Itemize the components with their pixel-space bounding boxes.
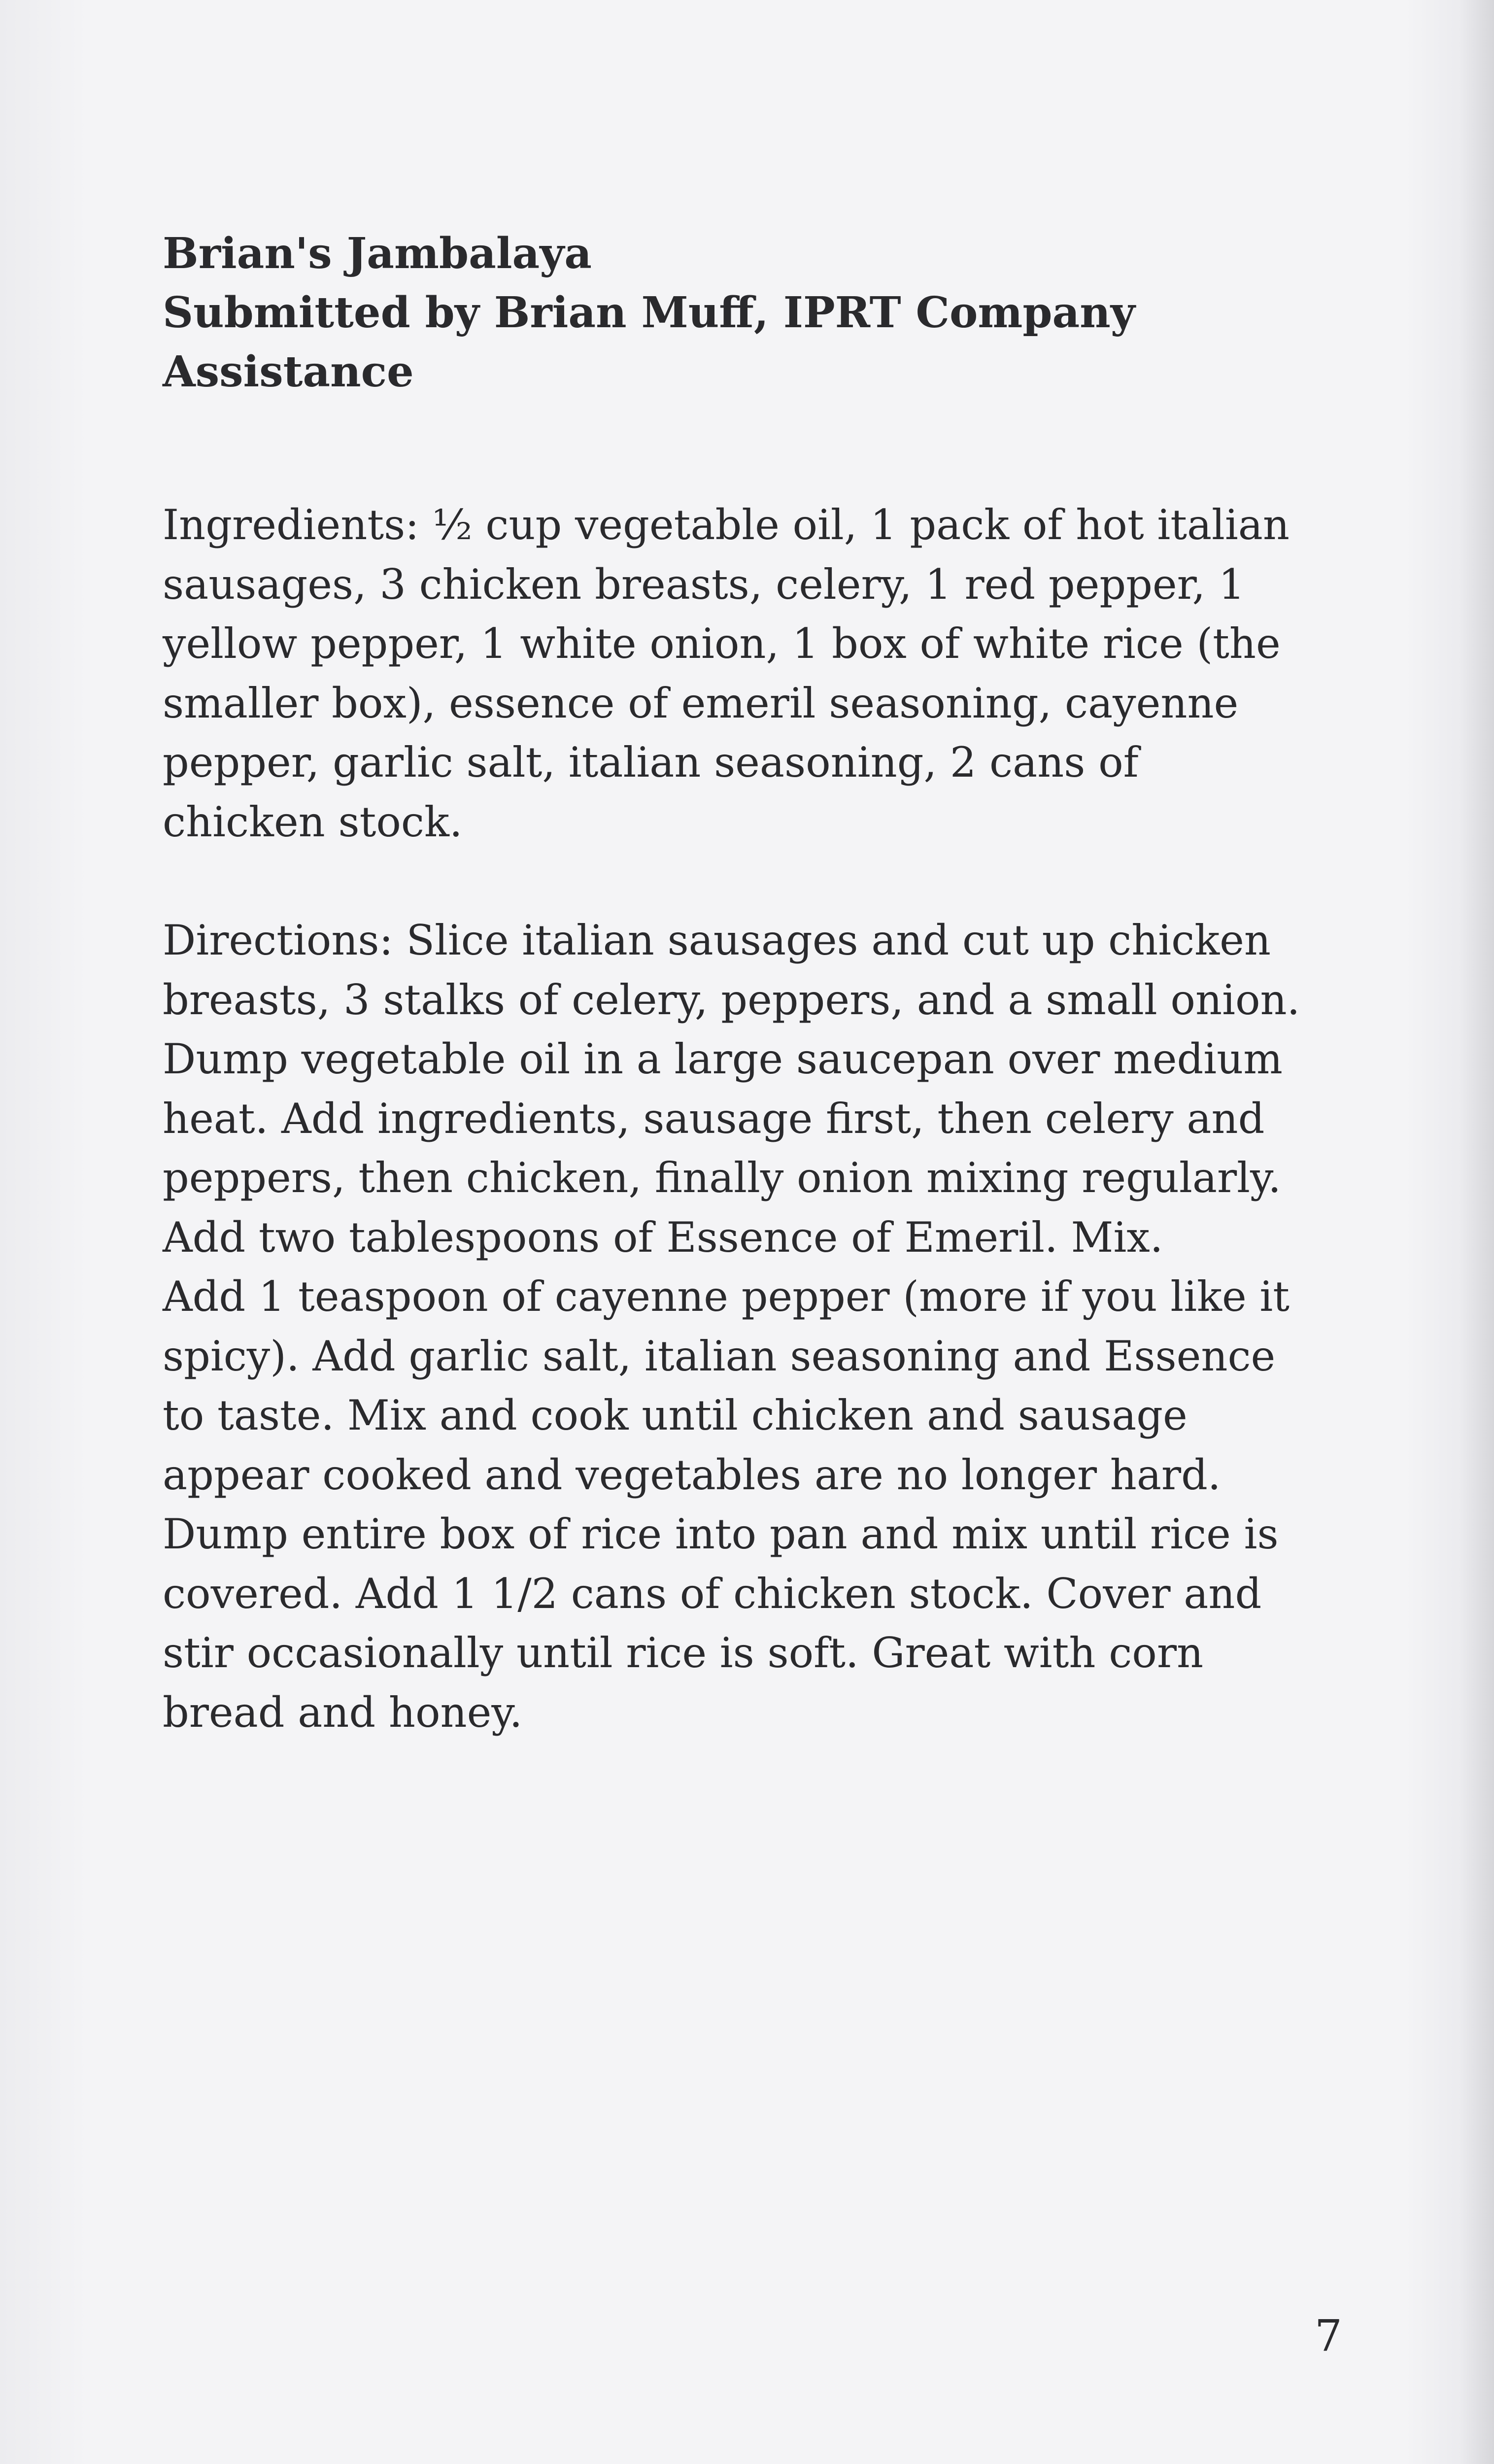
page-number: 7 <box>1315 2310 1342 2361</box>
recipe-submitter-department: Assistance <box>163 347 414 397</box>
recipe-title: Brian's Jambalaya <box>163 229 592 278</box>
ingredients-paragraph: Ingredients: ½ cup vegetable oil, 1 pack of hot italian sausages, 3 chicken breasts, celery, 1 red pepper, 1 yellow pepper, 1 white onion, 1 box of white rice (the smaller box), essence of emeril seasoning, cayenne pepper, garlic salt, italian seasoning, 2 cans of chicken stock. <box>163 501 1290 846</box>
page-edge-shadow <box>1460 0 1494 2464</box>
directions-paragraph: Directions: Slice italian sausages and cut up chicken breasts, 3 stalks of celery, peppers, and a small onion. Dump vegetable oil in a large saucepan over medium heat. Add ingredients, sausage first, then celery and peppers, then chicken, finally onion mixing regularly. Add two tablespoons of Essence of Emeril. Mix. <box>163 916 1300 1262</box>
recipe-content <box>163 224 1306 1742</box>
recipe-header <box>163 224 1306 402</box>
recipe-submitter: Submitted by Brian Muff, IPRT Company <box>163 288 1135 338</box>
directions-continued-paragraph: Add 1 teaspoon of cayenne pepper (more if you like it spicy). Add garlic salt, italian seasoning and Essence to taste. Mix and cook until chicken and sausage appear cooked and vegetables are no longer hard. Dump entire box of rice into pan and mix until rice is covered. Add 1 1/2 cans of chicken stock. Cover and stir occasionally until rice is soft. Great with corn bread and honey. <box>163 1272 1290 1737</box>
